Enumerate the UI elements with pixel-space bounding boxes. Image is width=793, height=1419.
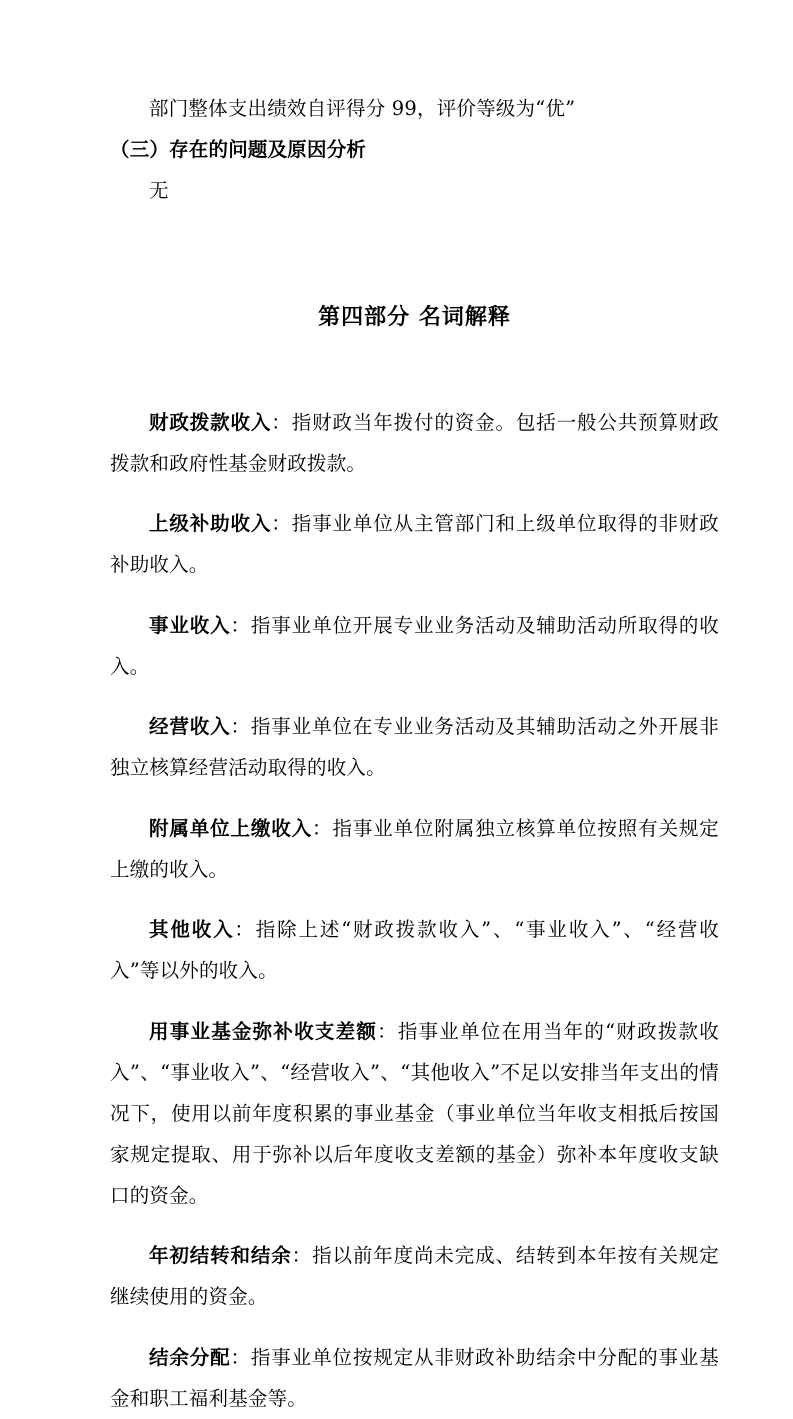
- definition-body: 指事业单位附属独立核算单位按照有关规定上缴的收入。: [110, 816, 719, 881]
- definition-term: 财政拨款收入: [149, 410, 272, 434]
- section-heading-problems: （三）存在的问题及原因分析: [110, 138, 367, 161]
- definition-term: 结余分配: [149, 1345, 231, 1369]
- definition-separator: ：: [271, 410, 292, 434]
- definition-separator: ：: [377, 1019, 398, 1043]
- problems-content-line: 无: [149, 179, 169, 202]
- definition-separator: ：: [230, 715, 251, 738]
- definition-separator: ：: [271, 512, 292, 535]
- definition-body: 指财政当年拨付的资金。包括一般公共预算财政拨款和政府性基金财政拨款。: [110, 410, 720, 475]
- definition-body: 指事业单位在用当年的“财政拨款收入”、“事业收入”、“经营收入”、“其他收入”不足以安排当年支出的情况下，使用以前年度积累的事业基金（事业单位当年收支相抵后按国家规定提取、用于弥补以后年度收支差额的基金）弥补本年度收支缺口的资金。: [110, 1019, 719, 1207]
- definition-body: 指事业单位在专业业务活动及其辅助活动之外开展非独立核算经营活动取得的收入。: [110, 715, 719, 779]
- definition-separator: ：: [230, 613, 251, 637]
- definition-term: 经营收入: [149, 715, 231, 738]
- definition-body: 指事业单位按规定从非财政补助结余中分配的事业基金和职工福利基金等。: [110, 1345, 719, 1410]
- definition-item: [110, 605, 719, 687]
- definition-term: 用事业基金弥补收支差额: [149, 1019, 378, 1043]
- definition-item: [110, 503, 719, 585]
- definition-body: 指除上述“财政拨款收入”、“事业收入”、“经营收入”等以外的收入。: [110, 918, 719, 982]
- definition-term: 附属单位上缴收入: [149, 816, 313, 840]
- definitions-list: [110, 402, 719, 1419]
- definition-item: [110, 1235, 719, 1317]
- definition-body: 指以前年度尚未完成、结转到本年按有关规定继续使用的资金。: [110, 1244, 719, 1308]
- definition-item: [110, 808, 719, 890]
- definition-term: 年初结转和结余: [149, 1244, 292, 1267]
- top-section: [110, 88, 719, 211]
- definition-separator: ：: [312, 816, 333, 840]
- definition-item: [110, 402, 719, 484]
- definition-term: 事业收入: [149, 613, 231, 637]
- definition-term: 上级补助收入: [149, 512, 272, 535]
- definition-item: [110, 706, 719, 788]
- definition-item: [110, 1011, 719, 1216]
- definition-item: [110, 1337, 719, 1419]
- definition-body: 指事业单位从主管部门和上级单位取得的非财政补助收入。: [110, 512, 720, 576]
- definition-separator: ：: [234, 918, 256, 941]
- spacer-before-part-title: [110, 211, 719, 297]
- definition-body: 指事业单位开展专业业务活动及辅助活动所取得的收入。: [110, 613, 719, 678]
- definition-item: [110, 909, 719, 991]
- definition-separator: ：: [291, 1244, 313, 1267]
- definition-separator: ：: [230, 1345, 251, 1369]
- part-title: 第四部分 名词解释: [318, 304, 511, 330]
- definition-term: 其他收入: [149, 918, 235, 941]
- spacer-after-part-title: [110, 338, 719, 382]
- self-eval-score-line: 部门整体支出绩效自评得分 99，评价等级为“优”: [149, 97, 576, 120]
